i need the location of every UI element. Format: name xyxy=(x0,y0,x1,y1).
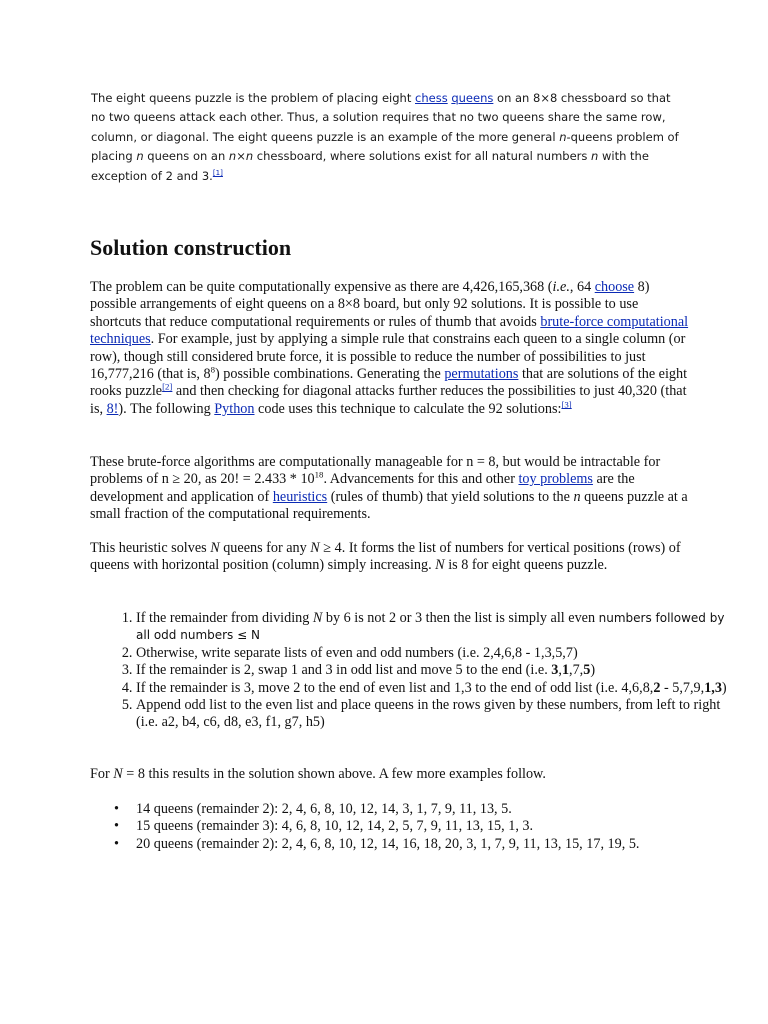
intro-text: -queens problem of placing xyxy=(91,129,679,164)
heuristic-steps-list xyxy=(90,610,736,732)
paragraph-text: (rules of thumb) that yield solutions to the xyxy=(327,488,574,505)
ie-text: i.e. xyxy=(552,279,570,295)
N-variable: N xyxy=(310,540,320,556)
choose-link[interactable]: choose xyxy=(594,279,635,295)
paragraph-text: is 8 for eight queens puzzle. xyxy=(444,557,608,574)
brute-force-paragraph xyxy=(90,454,690,524)
n-variable: n xyxy=(573,488,581,505)
n-variable: n xyxy=(559,129,567,144)
paragraph-text: This heuristic solves xyxy=(90,540,211,556)
n-variable: n xyxy=(591,149,599,164)
intro-text: with the exception of 2 and 3. xyxy=(91,149,649,183)
intro-text: queens on an xyxy=(143,149,229,164)
paragraph-text: , 64 xyxy=(569,279,595,295)
paragraph-text: and then checking for diagonal attacks further reduces the possibilities to just 40,320 (that is, xyxy=(90,383,687,417)
step-text: ) xyxy=(721,679,727,696)
list-item xyxy=(136,610,736,645)
paragraph-text: = 8 this results in the solution shown above. A few more examples follow. xyxy=(122,766,546,782)
permutations-link[interactable]: permutations xyxy=(444,366,519,383)
paragraph-text: . Advancements for this and other xyxy=(323,471,519,488)
list-item xyxy=(136,697,736,732)
list-item: • 14 queens (remainder 2): 2, 4, 6, 8, 10, 12, 14, 3, 1, 7, 9, 11, 13, 5. xyxy=(136,801,756,818)
reference-1-link[interactable]: [1] xyxy=(212,167,223,177)
N-variable: N xyxy=(210,540,220,556)
step-text: Otherwise, write separate lists of even and odd numbers (i.e. 2,4,6,8 - 1,3,5,7) xyxy=(136,644,578,661)
reference-2-link[interactable]: [2] xyxy=(162,381,173,392)
list-item xyxy=(136,662,736,679)
paragraph-text: The problem can be quite computationally expensive as there are 4,426,165,368 ( xyxy=(90,279,553,295)
list-item: • 20 queens (remainder 2): 2, 4, 6, 8, 10, 12, 14, 16, 18, 20, 3, 1, 7, 9, 11, 13, 15, 17, 19, 5. xyxy=(136,836,756,853)
factorial-link[interactable]: 8! xyxy=(106,400,119,417)
paragraph-text: For xyxy=(90,766,114,782)
python-link[interactable]: Python xyxy=(214,400,255,417)
paragraph-text: that are solutions of the eight rooks puzzle xyxy=(90,366,688,400)
bold-number: 1,3 xyxy=(704,679,722,696)
heuristic-paragraph xyxy=(90,540,690,575)
bold-number: 1 xyxy=(561,662,570,679)
step-text: Append odd list to the even list and place queens in the rows given by these numbers, from left to right (i.e. a2, b4, c6, d8, e3, f1, g7, h5) xyxy=(136,697,721,731)
exponent: 18 xyxy=(314,469,324,480)
bold-number: 3 xyxy=(551,662,559,679)
step-text: , xyxy=(558,662,562,679)
nxn-variable: n×n xyxy=(228,149,254,164)
complexity-paragraph xyxy=(90,279,690,418)
paragraph-text: ). The following xyxy=(118,400,215,417)
bold-number: 2 xyxy=(653,679,661,696)
step-text: - 5,7,9, xyxy=(660,679,705,696)
paragraph-text: ≥ 4. It forms the list of numbers for vertical positions (rows) of queens with horizontal position (column) simply increasing. xyxy=(90,540,681,574)
intro-paragraph xyxy=(91,89,681,186)
paragraph-text: 8) possible arrangements of eight queens on a 8×8 board, but only 92 solutions. It is possible to use shortcuts that reduce computational requirements or rules of thumb that avoids xyxy=(90,279,650,330)
step-text: ,7, xyxy=(569,662,584,679)
heuristics-link[interactable]: heuristics xyxy=(272,488,328,505)
paragraph-text: code uses this technique to calculate the 92 solutions: xyxy=(254,400,562,417)
section-heading: Solution construction xyxy=(90,235,292,260)
examples-list xyxy=(90,801,756,853)
brute-force-link[interactable]: brute-force computational techniques xyxy=(90,313,689,348)
reference-3-link[interactable]: [3] xyxy=(561,399,572,410)
N-variable: N xyxy=(435,557,445,574)
paragraph-text: queens for any xyxy=(219,540,311,556)
N-variable: N xyxy=(113,766,123,782)
result-paragraph xyxy=(90,766,690,783)
paragraph-text: ) possible combinations. Generating the xyxy=(215,366,445,383)
paragraph-text: These brute-force algorithms are computationally manageable for n = 8, but would be intractable for problems of n ≥ 20, as 20! = 2.433 * 10 xyxy=(90,454,661,488)
paragraph-text: queens puzzle at a small fraction of the computational requirements. xyxy=(90,488,688,523)
bold-number: 5 xyxy=(583,662,591,679)
n-variable: n xyxy=(136,149,144,164)
step-text: ) xyxy=(590,662,596,679)
toy-problems-link[interactable]: toy problems xyxy=(518,471,593,488)
intro-text: chessboard, where solutions exist for all natural numbers xyxy=(253,149,592,164)
paragraph-text: are the development and application of xyxy=(90,471,635,505)
intro-text: The eight queens puzzle is the problem of placing eight xyxy=(91,91,416,105)
step-text: If the remainder from dividing xyxy=(136,610,313,626)
step-text: If the remainder is 2, swap 1 and 3 in odd list and move 5 to the end (i.e. xyxy=(136,662,552,679)
step-text: by 6 is not 2 or 3 then the list is simply all even xyxy=(322,610,599,626)
chess-link[interactable]: chess xyxy=(415,91,448,105)
exponent: 8 xyxy=(210,364,215,375)
list-item xyxy=(136,645,736,662)
queens-link[interactable]: queens xyxy=(451,91,494,105)
step-text: If the remainder is 3, move 2 to the end of even list and 1,3 to the end of odd list (i.e. 4,6,8, xyxy=(136,679,654,696)
list-item: • 15 queens (remainder 3): 4, 6, 8, 10, 12, 14, 2, 5, 7, 9, 11, 13, 15, 1, 3. xyxy=(136,818,756,835)
list-item xyxy=(136,680,736,697)
paragraph-text: . For example, just by applying a simple rule that constrains each queen to a single column (or row), though still considered brute force, it is possible to reduce the number of possibilities to just 16,777,216 (that is, 8 xyxy=(90,331,686,383)
intro-text: on an 8×8 chessboard so that no two queens attack each other. Thus, a solution requires that no two queens share the same row, column, or diagonal. The eight queens puzzle is an example of the more general xyxy=(91,91,671,144)
step-text: numbers followed by all odd numbers ≤ N xyxy=(136,611,725,643)
N-variable: N xyxy=(312,610,323,626)
